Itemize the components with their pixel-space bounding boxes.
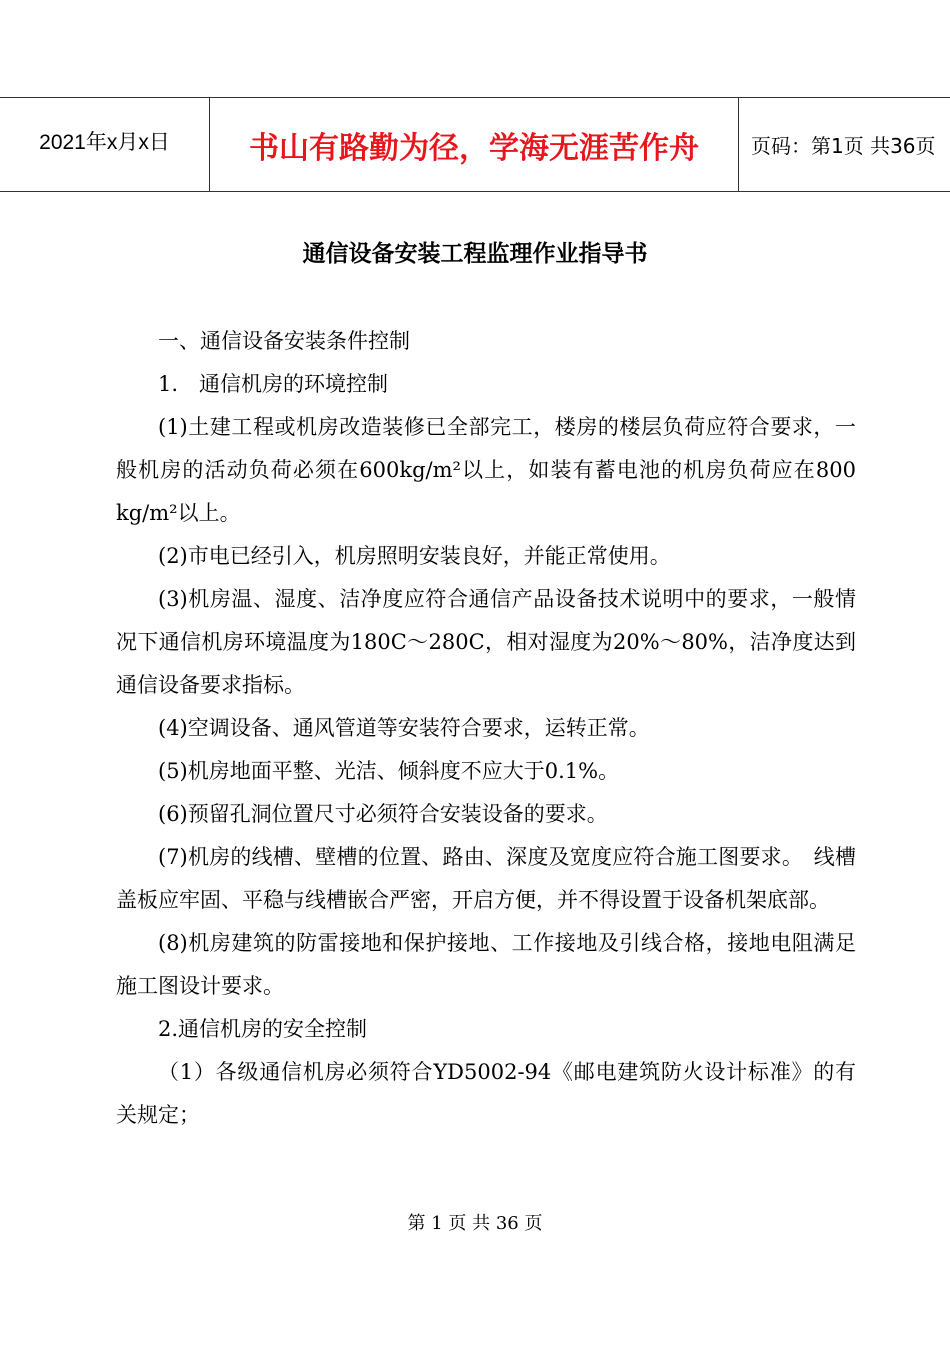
document-title: 通信设备安装工程监理作业指导书: [302, 241, 648, 267]
page-footer: 第 1 页 共 36 页: [407, 1213, 543, 1234]
page-header: [0, 97, 950, 192]
paragraph: (1)土建工程或机房改造装修已全部完工，楼房的楼层负荷应符合要求，一般机房的活动负荷必须在600kg/m²以上，如装有蓄电池的机房负荷应在800 kg/m²以上。: [116, 415, 856, 525]
paragraph: (6)预留孔洞位置尺寸必须符合安装设备的要求。: [158, 802, 608, 826]
header-date: 2021年x月x日: [39, 130, 170, 154]
document-body: [116, 320, 856, 1137]
paragraph: (4)空调设备、通风管道等安装符合要求，运转正常。: [158, 716, 650, 740]
paragraph: (7)机房的线槽、壁槽的位置、路由、深度及宽度应符合施工图要求。 线槽盖板应牢固、平稳与线槽嵌合严密，开启方便，并不得设置于设备机架底部。: [116, 845, 856, 912]
paragraph: (5)机房地面平整、光洁、倾斜度不应大于0.1%。: [158, 759, 620, 783]
paragraph: (3)机房温、湿度、洁净度应符合通信产品设备技术说明中的要求，一般情况下通信机房环境温度为180C～280C，相对湿度为20%～80%，洁净度达到通信设备要求指标。: [116, 587, 856, 697]
paragraph: (8)机房建筑的防雷接地和保护接地、工作接地及引线合格，接地电阻满足施工图设计要求。: [116, 931, 856, 998]
header-motto: 书山有路勤为径，学海无涯苦作舟: [209, 98, 739, 191]
paragraph: （1）各级通信机房必须符合YD5002-94《邮电建筑防火设计标准》的有关规定；: [116, 1060, 856, 1127]
paragraph: (2)市电已经引入，机房照明安装良好，并能正常使用。: [158, 544, 671, 568]
section-heading: 一、通信设备安装条件控制: [158, 329, 410, 353]
subsection-heading: 2.通信机房的安全控制: [158, 1017, 368, 1041]
subsection-heading: 1. 通信机房的环境控制: [158, 372, 389, 396]
header-page-number: 页码：第1页 共36页: [751, 134, 936, 158]
